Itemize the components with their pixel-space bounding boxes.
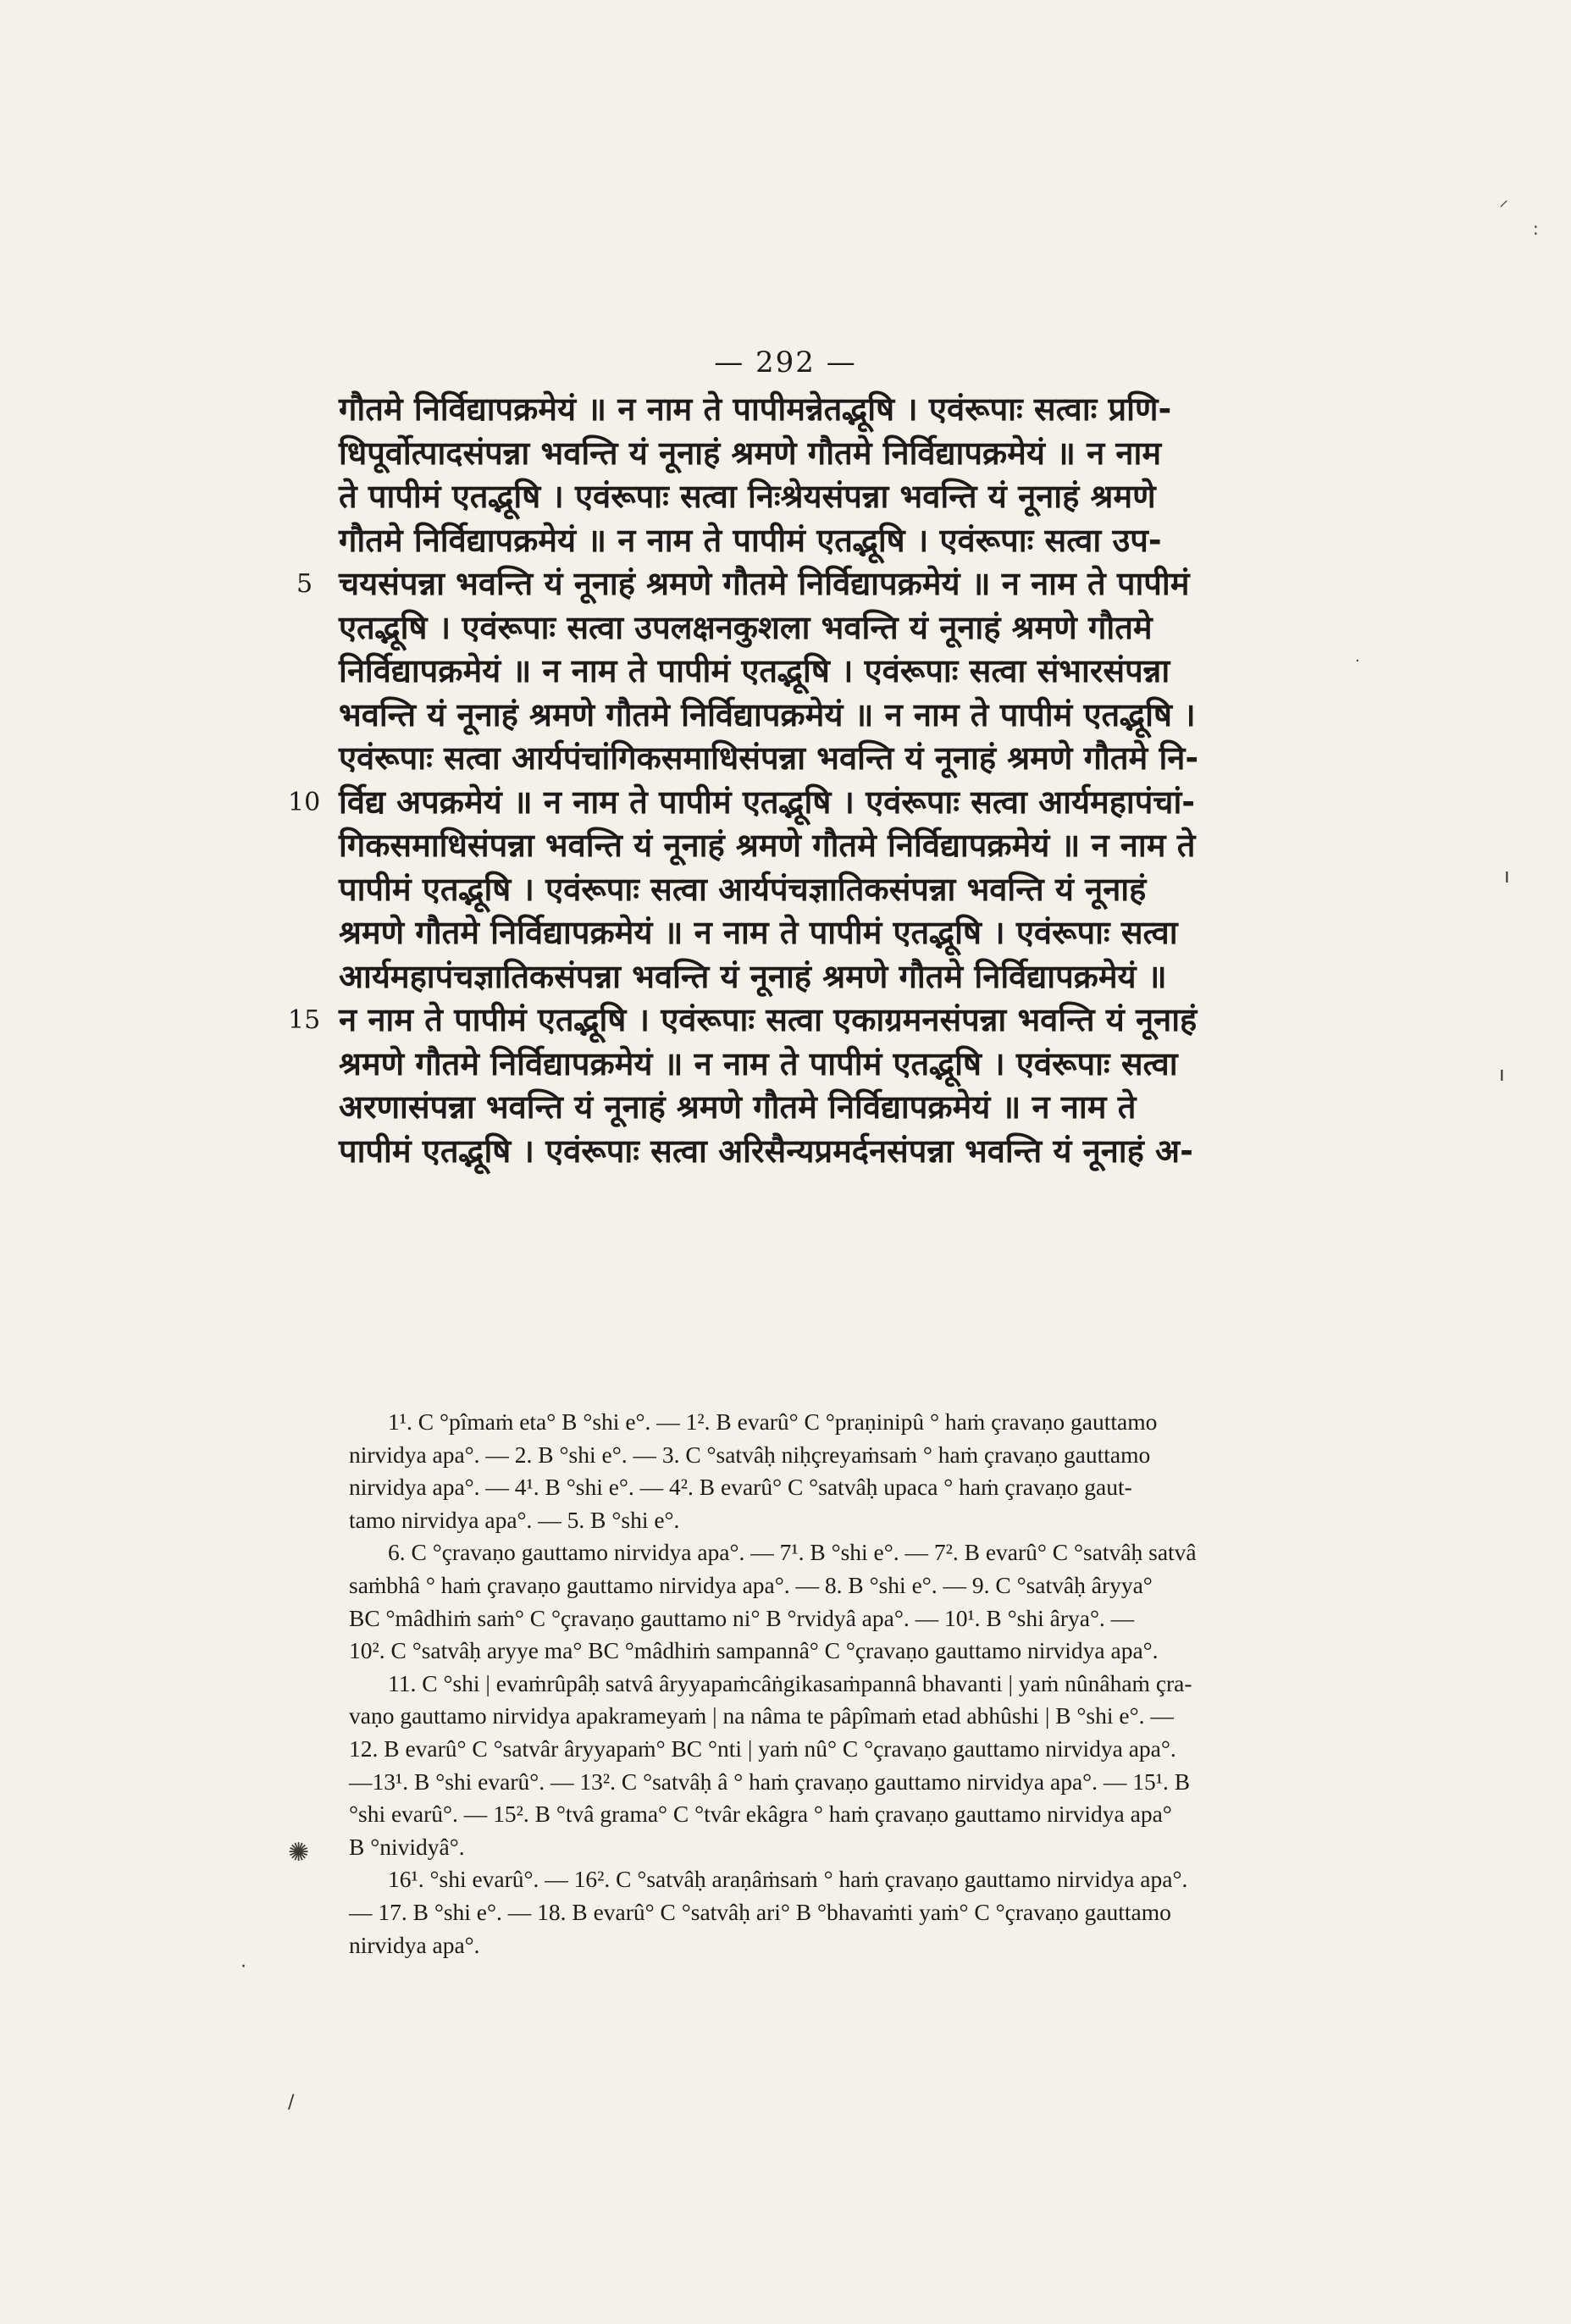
footnote-line: 12. B evarû° C °satvâr âryyapaṁ° BC °nti | yaṁ nû° C °çravaṇo gauttamo nirvidya apa°. [349,1735,1176,1762]
text-line [296,562,1440,606]
footnote-line: —13¹. B °shi evarû°. — 13². C °satvâḥ â ° haṁ çravaṇo gauttamo nirvidya apa°. — 15¹. B [349,1768,1191,1795]
scan-speck-icon: · [1355,652,1360,670]
line-number: 15 [288,1005,321,1035]
text-line [339,432,1440,476]
footnote-line: vaṇo gauttamo nirvidya apakrameyaṁ | na nâma te pâpîmaṁ etad abhûshi | B °shi e°. — [349,1702,1174,1729]
line-text: पापीमं एतद्भूषि । एवंरूपाः सत्वा अरिसैन्यप्रमर्दनसंपन्ना भवन्ति यं नूनाहं अ- [339,1132,1193,1170]
footnote-line: — 17. B °shi e°. — 18. B evarû° C °satvâḥ ari° B °bhavaṁti yaṁ° C °çravaṇo gauttamo [349,1898,1171,1925]
line-text: अरणासंपन्ना भवन्ति यं नूनाहं श्रमणे गौतमे निर्विद्यापक्रमेयं ॥ न नाम ते [339,1088,1137,1126]
footnote-line: B °nividyâ°. [349,1833,465,1860]
page-number: — 292 — [714,346,857,379]
text-line [288,781,1440,825]
footnote-line: nirvidya apa°. — 4¹. B °shi e°. — 4². B evarû° C °satvâḥ upaca ° haṁ çravaṇo gaut- [349,1474,1132,1501]
scan-speck-icon: ⸝ [1499,190,1509,211]
text-line [339,824,1440,868]
text-line [339,650,1440,694]
footnote-line: nirvidya apa°. [349,1931,480,1958]
sanskrit-text-block [288,388,1440,1173]
line-text: श्रमणे गौतमे निर्विद्यापक्रमेयं ॥ न नाम ते पापीमं एतद्भूषि । एवंरूपाः सत्वा [339,1044,1178,1082]
scan-speck-icon: ı [1504,864,1510,888]
line-text: निर्विद्यापक्रमेयं ॥ न नाम ते पापीमं एतद्भूषि । एवंरूपाः सत्वा संभारसंपन्ना [339,652,1170,689]
text-line [339,737,1440,781]
footnote-line: tamo nirvidya apa°. — 5. B °shi e°. [349,1506,680,1533]
footnote-line: 11. C °shi | evaṁrûpâḥ satvâ âryyapaṁcâṅgikasaṁpannâ bhavanti | yaṁ nûnâhaṁ çra- [388,1669,1192,1696]
text-line [339,868,1440,912]
footnote-line: nirvidya apa°. — 2. B °shi e°. — 3. C °satvâḥ niḥçreyaṁsaṁ ° haṁ çravaṇo gauttamo [349,1441,1151,1468]
line-text: र्विद्य अपक्रमेयं ॥ न नाम ते पापीमं एतद्भूषि । एवंरूपाः सत्वा आर्यमहापंचां- [339,783,1196,821]
text-line [339,1043,1440,1087]
footnote-line: 1¹. C °pîmaṁ eta° B °shi e°. — 1². B evarû° C °praṇinipû ° haṁ çravaṇo gauttamo [388,1408,1158,1435]
text-line [288,999,1440,1043]
text-line [339,1086,1440,1130]
scan-speck-icon: ✺ [288,1838,310,1868]
text-line [339,388,1440,432]
scan-speck-icon: / [288,2092,295,2113]
scan-speck-icon: : [1533,219,1539,239]
line-text: श्रमणे गौतमे निर्विद्यापक्रमेयं ॥ न नाम ते पापीमं एतद्भूषि । एवंरूपाः सत्वा [339,914,1178,951]
footnote-line: BC °mâdhiṁ saṁ° C °çravaṇo gauttamo ni° B °rvidyâ apa°. — 10¹. B °shi ârya°. — [349,1604,1135,1631]
text-line [339,694,1440,738]
line-text: पापीमं एतद्भूषि । एवंरूपाः सत्वा आर्यपंचज्ञातिकसंपन्ना भवन्ति यं नूनाहं [339,870,1147,908]
line-text: न नाम ते पापीमं एतद्भूषि । एवंरूपाः सत्वा एकाग्रमनसंपन्ना भवन्ति यं नूनाहं [339,1001,1198,1038]
footnote-line: 6. C °çravaṇo gauttamo nirvidya apa°. — 7¹. B °shi e°. — 7². B evarû° C °satvâḥ satvâ [388,1539,1197,1566]
footnote-line: saṁbhâ ° haṁ çravaṇo gauttamo nirvidya apa°. — 8. B °shi e°. — 9. C °satvâḥ âryya° [349,1571,1153,1598]
text-line [339,475,1440,519]
text-line [339,519,1440,563]
line-text: एवंरूपाः सत्वा आर्यपंचांगिकसमाधिसंपन्ना भवन्ति यं नूनाहं श्रमणे गौतमे नि- [339,739,1199,777]
line-text: आर्यमहापंचज्ञातिकसंपन्ना भवन्ति यं नूनाहं श्रमणे गौतमे निर्विद्यापक्रमेयं ॥ [339,957,1167,995]
footnote-line: 10². C °satvâḥ aryye ma° BC °mâdhiṁ sampannâ° C °çravaṇo gauttamo nirvidya apa°. [349,1637,1159,1664]
line-text: भवन्ति यं नूनाहं श्रमणे गौतमे निर्विद्यापक्रमेयं ॥ न नाम ते पापीमं एतद्भूषि । [339,695,1196,733]
text-line [339,1130,1440,1174]
line-number: 10 [288,787,321,817]
line-text: धिपूर्वोत्पादसंपन्ना भवन्ति यं नूनाहं श्रमणे गौतमे निर्विद्यापक्रमेयं ॥ न नाम [339,434,1162,472]
scan-speck-icon: ı [1499,1062,1505,1086]
footnote-line: 16¹. °shi evarû°. — 16². C °satvâḥ araṇâṁsaṁ ° haṁ çravaṇo gauttamo nirvidya apa°. [388,1866,1188,1893]
scan-speck-icon: · [241,1956,246,1978]
line-text: गौतमे निर्विद्यापक्रमेयं ॥ न नाम ते पापीमन्नेतद्भूषि । एवंरूपाः सत्वाः प्रणि- [339,390,1172,428]
text-line [339,911,1440,955]
line-text: एतद्भूषि । एवंरूपाः सत्वा उपलक्षनकुशला भवन्ति यं नूनाहं श्रमणे गौतमे [339,608,1153,646]
text-line [339,606,1440,650]
footnotes-block [349,1406,1433,1962]
line-text: ते पापीमं एतद्भूषि । एवंरूपाः सत्वा निःश्रेयसंपन्ना भवन्ति यं नूनाहं श्रमणे [339,478,1156,515]
line-text: चयसंपन्ना भवन्ति यं नूनाहं श्रमणे गौतमे निर्विद्यापक्रमेयं ॥ न नाम ते पापीमं [339,565,1190,602]
footnote-line: °shi evarû°. — 15². B °tvâ grama° C °tvâr ekâgra ° haṁ çravaṇo gauttamo nirvidya apa° [349,1801,1172,1828]
line-number: 5 [296,569,313,599]
line-text: गौतमे निर्विद्यापक्रमेयं ॥ न नाम ते पापीमं एतद्भूषि । एवंरूपाः सत्वा उप- [339,521,1162,559]
line-text: गिकसमाधिसंपन्ना भवन्ति यं नूनाहं श्रमणे गौतमे निर्विद्यापक्रमेयं ॥ न नाम ते [339,827,1196,864]
text-line [339,955,1440,999]
